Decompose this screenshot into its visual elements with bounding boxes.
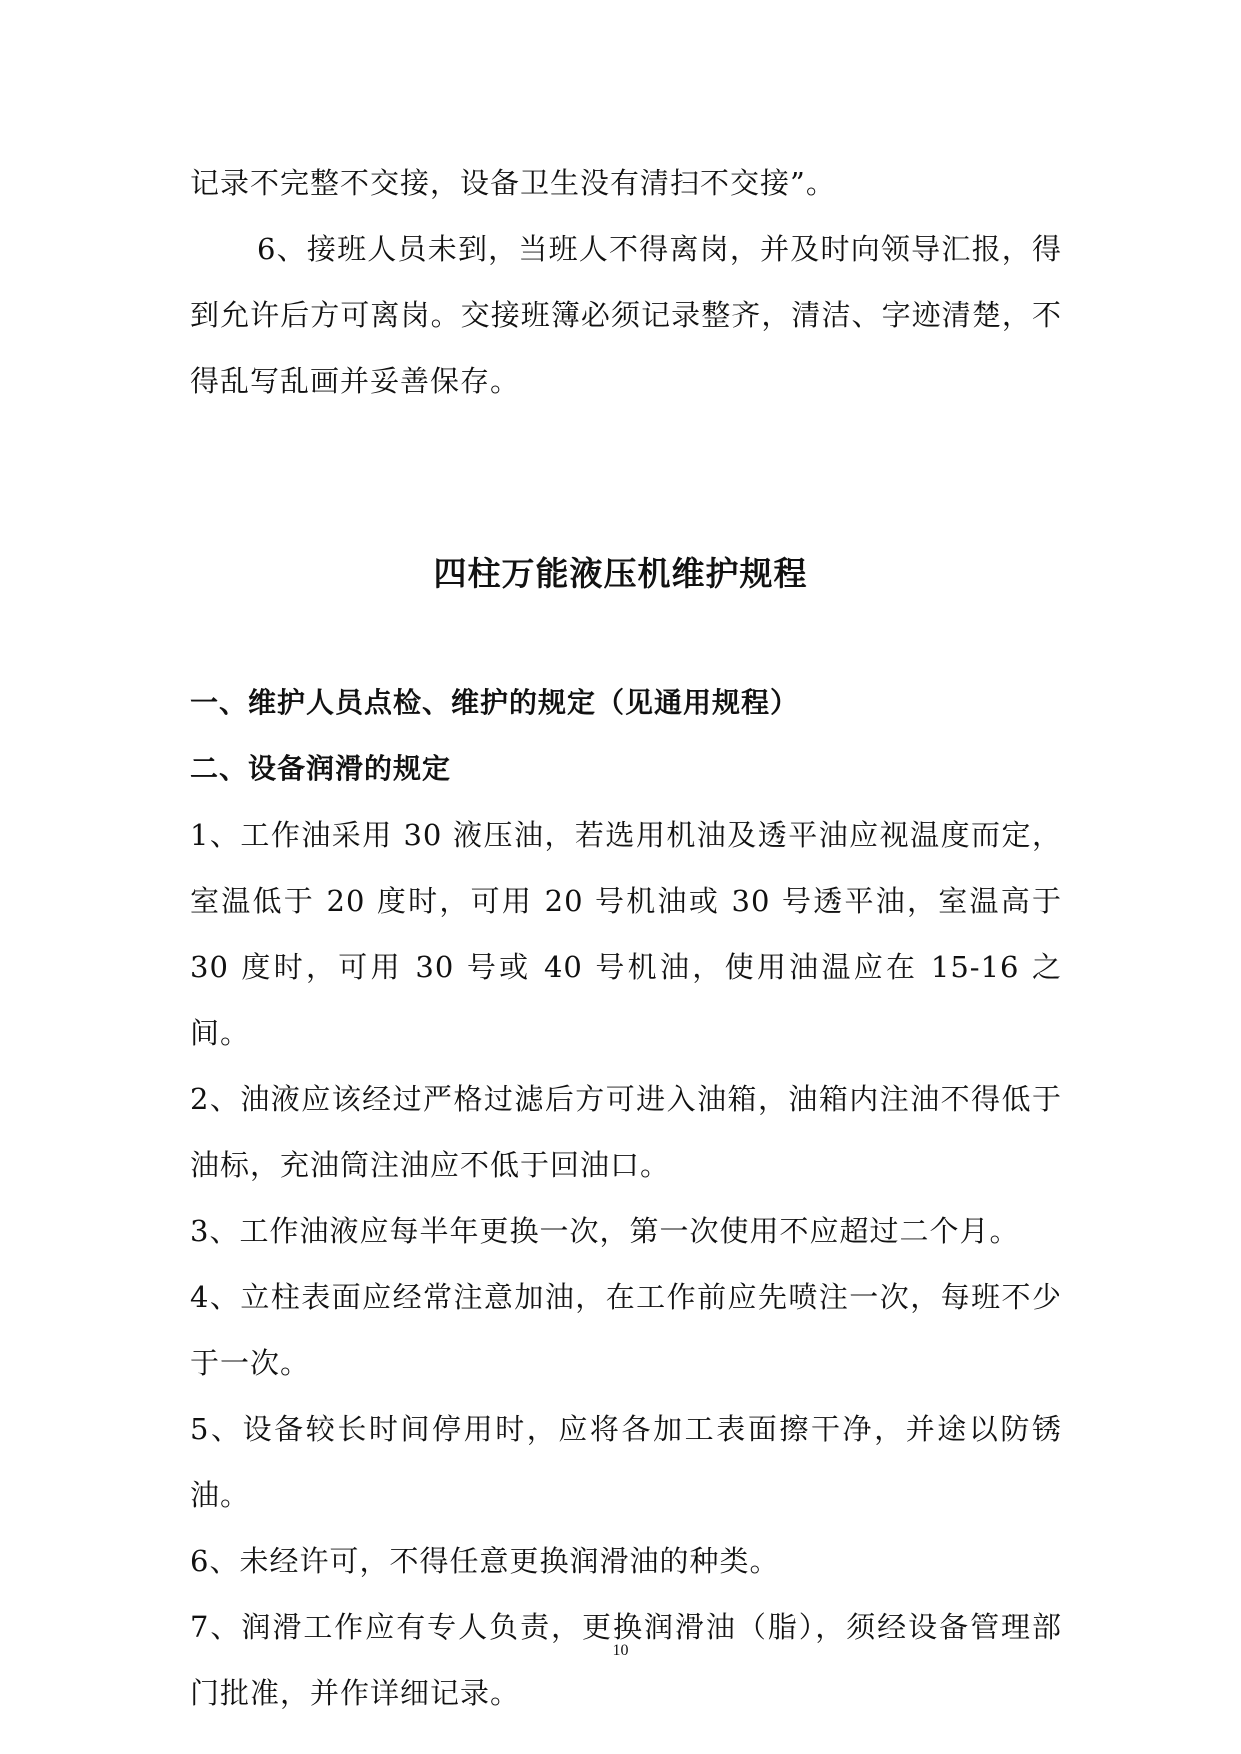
lubrication-item-5: 5、设备较长时间停用时，应将各加工表面擦干净，并途以防锈油。 (190, 1412, 1062, 1512)
page-title: 四柱万能液压机维护规程 (433, 554, 808, 593)
lubrication-item-7: 7、润滑工作应有专人负责，更换润滑油（脂），须经设备管理部门批准，并作详细记录。 (190, 1610, 1062, 1710)
handover-item-6: 6、接班人员未到，当班人不得离岗，并及时向领导汇报，得到允许后方可离岗。交接班簿必须记录整齐，清洁、字迹清楚，不得乱写乱画并妥善保存。 (190, 232, 1062, 398)
lubrication-item-1: 1、工作油采用 30 液压油，若选用机油及透平油应视温度而定，室温低于 20 度时，可用 20 号机油或 30 号透平油，室温高于 30 度时，可用 30 号或 40 号机油，使用油温应在 15-16 之间。 (190, 818, 1062, 1050)
lubrication-item-4: 4、立柱表面应经常注意加油，在工作前应先喷注一次，每班不少于一次。 (190, 1280, 1062, 1380)
lubrication-item-3: 3、工作油液应每半年更换一次，第一次使用不应超过二个月。 (190, 1214, 1020, 1248)
section-heading-1: 一、维护人员点检、维护的规定（见通用规程） (190, 686, 800, 719)
top-section (190, 150, 1062, 414)
lubrication-item-2: 2、油液应该经过严格过滤后方可进入油箱，油箱内注油不得低于油标，充油筒注油应不低于回油口。 (190, 1082, 1062, 1182)
continuation-paragraph: 记录不完整不交接，设备卫生没有清扫不交接”。 (190, 166, 836, 200)
section-heading-2: 二、设备润滑的规定 (190, 752, 452, 785)
main-section (190, 670, 1062, 1726)
lubrication-item-6: 6、未经许可，不得任意更换润滑油的种类。 (190, 1544, 780, 1578)
page-number: 10 (612, 1642, 629, 1659)
